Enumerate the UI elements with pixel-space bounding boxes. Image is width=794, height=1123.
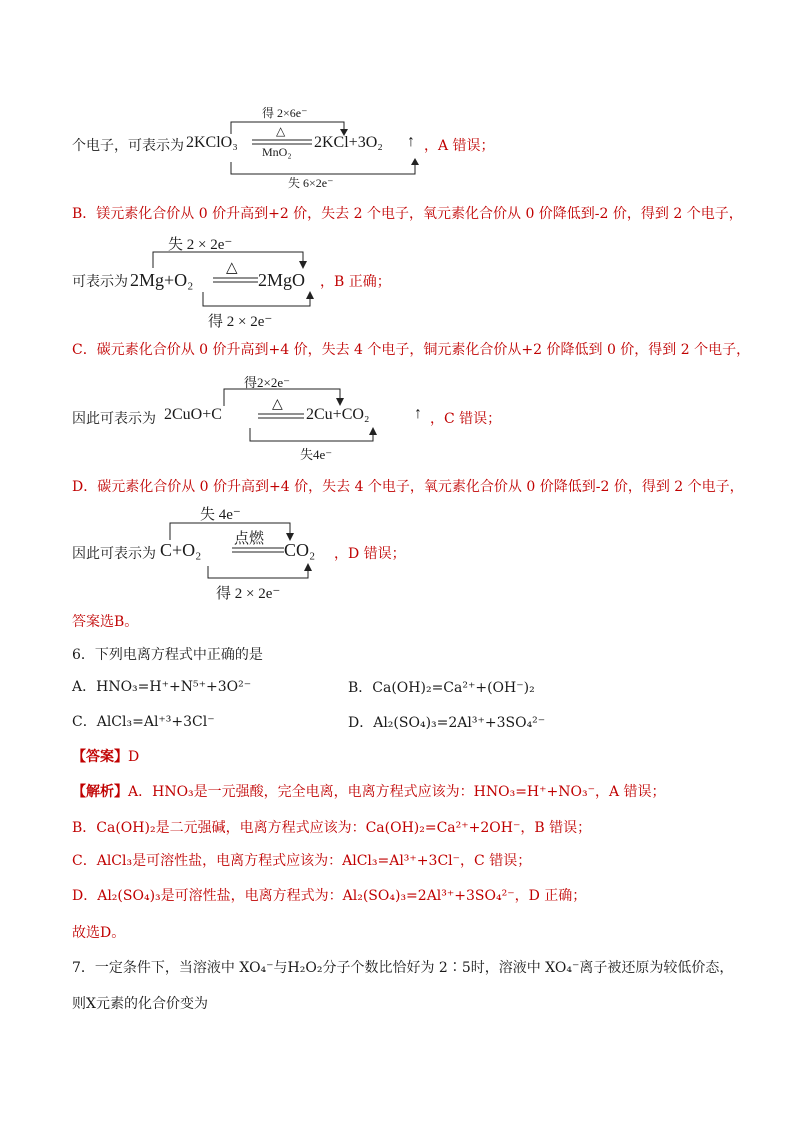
eq-a-bottom-label: 失 6×2e⁻ (288, 176, 334, 190)
q6-option-c: C．AlCl₃=Al⁺³+3Cl⁻ (72, 714, 215, 730)
eq-c-top-label: 得2×2e⁻ (244, 375, 290, 390)
q7-line2: 则X元素的化合价变为 (72, 996, 208, 1012)
eq-c-up-arrow: ↑ (414, 405, 422, 422)
q6-analysis-a-text: A．HNO₃是一元强酸，完全电离，电离方程式应该为：HNO₃=H⁺+NO₃⁻，A 错误； (128, 784, 666, 800)
q7-line1: 7．一定条件下，当溶液中 XO₄⁻与H₂O₂分子个数比恰好为 2∶5时，溶液中 XO₄⁻离子被还原为较低价态， (72, 960, 734, 976)
q6-option-a: A．HNO₃=H⁺+N⁵⁺+3O²⁻ (72, 679, 252, 695)
explanation-d: D．碳元素化合价从 0 价升高到+4 价，失去 4 个电子，氧元素化合价从 0 价降低到-2 价，得到 2 个电子， (72, 479, 744, 495)
explanation-b: B．镁元素化合价从 0 价升高到+2 价，失去 2 个电子，氧元素化合价从 0 价降低到-2 价，得到 2 个电子， (72, 206, 743, 222)
explanation-c: C．碳元素化合价从 0 价升高到+4 价，失去 4 个电子，铜元素化合价从+2 价降低到 0 价，得到 2 个电子， (72, 342, 751, 358)
eq-d-bottom-label: 得 2 × 2e⁻ (216, 586, 281, 602)
eq-d-top-label: 失 4e⁻ (200, 507, 241, 523)
answer-q5: 答案选B。 (72, 614, 139, 630)
eq-c-left: 2CuO+C (164, 406, 222, 423)
eq-b-top-label: 失 2 × 2e⁻ (168, 237, 233, 253)
q6-option-d: D．Al₂(SO₄)₃=2Al³⁺+3SO₄²⁻ (348, 715, 546, 731)
eq-d-right: CO₂ (284, 540, 316, 560)
eq-b-heat: △ (226, 260, 238, 276)
eq-a-up-arrow: ↑ (407, 133, 415, 150)
eq-d-condition: 点燃 (234, 529, 265, 547)
eq-b-prefix: 可表示为 (72, 274, 128, 290)
eq-a-left: 2KClO₃ (186, 134, 238, 151)
eq-a-prefix: 个电子，可表示为 (72, 138, 184, 154)
eq-b-bottom-label: 得 2 × 2e⁻ (208, 314, 273, 330)
eq-d-prefix: 因此可表示为 (72, 546, 156, 562)
eq-b-left: 2Mg+O₂ (130, 270, 194, 290)
q6-answer-value: D (128, 749, 140, 765)
eq-b-suffix: ，B 正确； (320, 274, 391, 290)
eq-a-catalyst: MnO₂ (262, 145, 292, 159)
q6-analysis-b: B．Ca(OH)₂是二元强碱，电离方程式应该为：Ca(OH)₂=Ca²⁺+2OH⁻，B 错误； (72, 820, 592, 836)
eq-a-right: 2KCl+3O₂ (314, 134, 383, 151)
q6-analysis-c: C．AlCl₃是可溶性盐，电离方程式应该为：AlCl₃=Al³⁺+3Cl⁻，C 错误； (72, 853, 532, 869)
q6-analysis-label: 【解析】 (72, 784, 128, 800)
q6-option-b: B．Ca(OH)₂=Ca²⁺+(OH⁻)₂ (348, 680, 535, 696)
q6-answer (72, 747, 139, 767)
eq-c-right: 2Cu+CO₂ (306, 406, 370, 423)
q6-analysis-a (72, 782, 666, 802)
q6-stem: 6．下列电离方程式中正确的是 (72, 647, 263, 663)
eq-a-suffix: ，A 错误； (424, 138, 495, 154)
eq-d-left: C+O₂ (160, 540, 202, 560)
eq-c-bottom-label: 失4e⁻ (300, 447, 333, 462)
eq-a-top-label: 得 2×6e⁻ (262, 106, 308, 120)
eq-d-suffix: ，D 错误； (334, 546, 406, 562)
eq-d-brackets (0, 0, 1, 1)
eq-c-prefix: 因此可表示为 (72, 411, 156, 427)
q6-answer-label: 【答案】 (72, 749, 128, 765)
eq-c-suffix: ，C 错误； (430, 411, 502, 427)
q6-analysis-d: D．Al₂(SO₄)₃是可溶性盐，电离方程式为：Al₂(SO₄)₃=2Al³⁺+3SO₄²⁻，D 正确； (72, 888, 587, 904)
eq-a-heat: △ (276, 124, 286, 138)
eq-b-right: 2MgO (258, 270, 306, 290)
eq-c-heat: △ (272, 397, 283, 412)
q6-conclusion: 故选D。 (72, 925, 126, 941)
